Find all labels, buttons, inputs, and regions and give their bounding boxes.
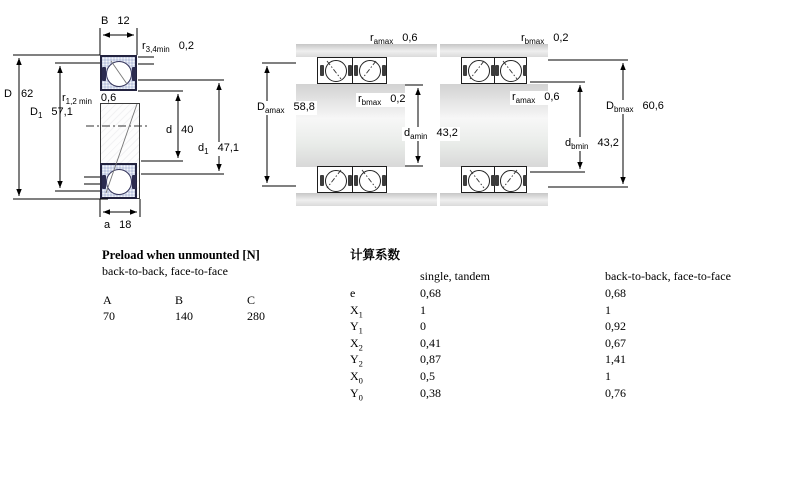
factor-row-single: 0,41	[420, 336, 441, 350]
factors-col1-header: single, tandem	[420, 269, 490, 283]
factors-title: 计算系数	[350, 248, 401, 262]
factor-row-label: $X_1$	[350, 303, 363, 320]
dim-label-D: D 62	[4, 88, 34, 100]
factors-col2-header: back-to-back, face-to-face	[605, 269, 731, 283]
factor-row-label: $Y_1$	[350, 319, 363, 336]
dim-label-rbmax-a: $r_{bmax}$ 0,2	[358, 93, 406, 108]
factor-row-paired: 0,68	[605, 286, 626, 300]
contact-angle-lines	[327, 61, 517, 188]
dim-label-a: a 18	[104, 219, 132, 231]
dim-label-ramax-b: $r_{amax}$ 0,6	[512, 91, 560, 106]
factor-row-label: $Y_2$	[350, 352, 363, 369]
dim-label-rbmax-b: $r_{bmax}$ 0,2	[521, 32, 569, 47]
factor-row-paired: 1	[605, 369, 611, 383]
factor-row-single: 1	[420, 303, 426, 317]
dim-label-Damax: $D_{amax}$ 58,8	[257, 101, 315, 116]
factor-row-label: $X_2$	[350, 336, 363, 353]
left-drawing-dimensions	[13, 28, 224, 217]
factor-row-label: e	[350, 286, 356, 300]
factor-row-paired: 0,67	[605, 336, 626, 350]
preload-title: Preload when unmounted [N]	[102, 248, 260, 262]
factor-row-single: 0,87	[420, 352, 441, 366]
dim-label-B: B 12	[101, 15, 130, 27]
factor-row-label: $X_0$	[350, 369, 363, 386]
dim-label-dbmin: $d_{bmin}$ 43,2	[565, 137, 619, 152]
middle-diagram-dimensions	[262, 63, 423, 186]
factor-row-single: 0	[420, 319, 426, 333]
left-drawing-centerlines	[86, 61, 150, 193]
factor-row-single: 0,5	[420, 369, 435, 383]
preload-col-A: A	[103, 293, 112, 307]
dim-label-r34: $r_{3,4min}$ 0,2	[142, 40, 194, 55]
preload-value-A: 70	[103, 309, 115, 323]
dim-label-r12: $r_{1,2 min}$ 0,6	[62, 92, 117, 107]
factor-row-single: 0,68	[420, 286, 441, 300]
factor-row-single: 0,38	[420, 386, 441, 400]
dim-label-d1: $d_1$ 47,1	[198, 142, 239, 157]
preload-value-C: 280	[247, 309, 265, 323]
factor-row-paired: 1	[605, 303, 611, 317]
dim-label-ramax-a: $r_{amax}$ 0,6	[370, 32, 418, 47]
right-diagram-dimensions	[530, 60, 628, 187]
dim-label-Dbmax: $D_{bmax}$ 60,6	[606, 100, 664, 115]
factor-row-paired: 0,92	[605, 319, 626, 333]
dim-label-damin: $d_{amin}$ 43,2	[404, 127, 458, 142]
preload-col-C: C	[247, 293, 256, 307]
preload-value-B: 140	[175, 309, 193, 323]
dim-label-d: d 40	[166, 124, 194, 136]
factor-row-paired: 1,41	[605, 352, 626, 366]
dim-label-D1: $D_1$ 57,1	[30, 106, 73, 121]
preload-subtitle: back-to-back, face-to-face	[102, 264, 228, 278]
preload-col-B: B	[175, 293, 184, 307]
factor-row-paired: 0,76	[605, 386, 626, 400]
factor-row-label: $Y_0$	[350, 386, 363, 403]
